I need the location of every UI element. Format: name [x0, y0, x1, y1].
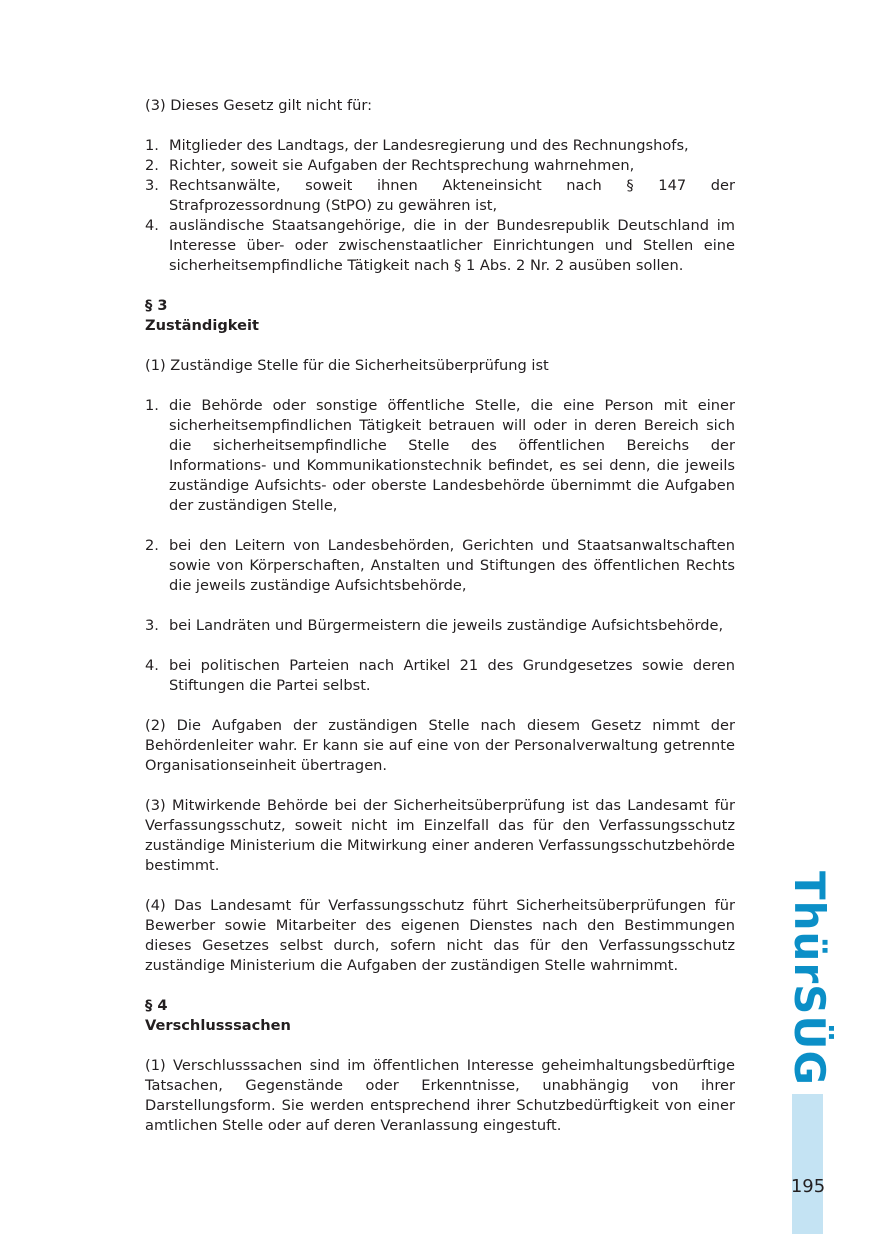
- section-number: § 4: [145, 997, 168, 1014]
- list-number: 3.: [145, 177, 159, 194]
- list-item: [145, 156, 735, 176]
- paragraph: (1) Verschlusssachen sind im öffentlichen Interesse geheimhaltungsbedürftige Tatsachen, Gegenstände oder Erkenntnisse, unabhängig von ihrer Darstellungsform. Sie werden entsprechend ihrer Schutzbedürftigkeit von einer amtlichen Stelle oder auf deren Veranlassung eingestuft.: [145, 1057, 735, 1134]
- side-tab-bar: [792, 1094, 823, 1234]
- list-item: [145, 136, 735, 156]
- list-number: 4.: [145, 657, 159, 674]
- list-text: Rechtsanwälte, soweit ihnen Akteneinsicht nach § 147 der Strafprozessordnung (StPO) zu gewähren ist,: [169, 177, 735, 214]
- list-item: [145, 616, 735, 636]
- section-number: § 3: [145, 297, 168, 314]
- paragraph-intro: (3) Dieses Gesetz gilt nicht für:: [145, 97, 373, 114]
- paragraph: (3) Mitwirkende Behörde bei der Sicherheitsüberprüfung ist das Landesamt für Verfassungsschutz, soweit nicht im Einzelfall das für den Verfassungsschutz zuständige Ministerium die Mitwirkung einer anderen Verfassungsschutzbehörde bestimmt.: [145, 797, 736, 874]
- list-text: ausländische Staatsangehörige, die in der Bundesrepublik Deutschland im Interesse über- oder zwischenstaatlicher Einrichtungen und Stellen eine sicherheitsempfindliche Tätigkeit nach § 1 Abs. 2 Nr. 2 ausüben sollen.: [169, 217, 735, 274]
- list-text: Richter, soweit sie Aufgaben der Rechtsprechung wahrnehmen,: [169, 157, 635, 174]
- list-number: 3.: [145, 617, 159, 634]
- list-item: [145, 216, 735, 276]
- list-number: 1.: [145, 397, 159, 414]
- document-body: [145, 96, 735, 1136]
- list-number: 2.: [145, 537, 159, 554]
- list-number: 2.: [145, 157, 159, 174]
- list-text: bei den Leitern von Landesbehörden, Gerichten und Staatsanwaltschaften sowie von Körperschaften, Anstalten und Stiftungen des öffentlichen Rechts die jeweils zuständige Aufsichtsbehörde,: [169, 537, 735, 594]
- section-title: Verschlusssachen: [145, 1017, 291, 1034]
- paragraph: (2) Die Aufgaben der zuständigen Stelle nach diesem Gesetz nimmt der Behördenleiter wahr. Er kann sie auf eine von der Personalverwaltung getrennte Organisationseinheit übertragen.: [145, 717, 735, 774]
- page-number: 195: [790, 1176, 826, 1197]
- paragraph: (1) Zuständige Stelle für die Sicherheitsüberprüfung ist: [145, 357, 549, 374]
- list-item: [145, 176, 735, 216]
- list-text: die Behörde oder sonstige öffentliche Stelle, die eine Person mit einer sicherheitsempfindlichen Tätigkeit betrauen will oder in deren Bereich sich die sicherheitsempfindliche Stelle des öffentlichen Bereichs der Informations- und Kommunikationstechnik befindet, es sei denn, die jeweils zuständige Aufsichts- oder oberste Landesbehörde übernimmt die Aufgaben der zuständigen Stelle,: [169, 397, 735, 514]
- list-text: Mitglieder des Landtags, der Landesregierung und des Rechnungshofs,: [169, 137, 689, 154]
- paragraph: (4) Das Landesamt für Verfassungsschutz führt Sicherheitsüberprüfungen für Bewerber sowie Mitarbeiter des eigenen Dienstes nach den Bestimmungen dieses Gesetzes selbst durch, sofern nicht das für den Verfassungsschutz zuständige Ministerium die Aufgaben der zuständigen Stelle wahrnimmt.: [145, 897, 735, 974]
- list-number: 1.: [145, 137, 159, 154]
- list-number: 4.: [145, 217, 159, 234]
- list-item: [145, 536, 735, 596]
- section-title: Zuständigkeit: [145, 317, 259, 334]
- side-title-text: ThürSÜG: [784, 870, 834, 1086]
- list-text: bei Landräten und Bürgermeistern die jeweils zuständige Aufsichtsbehörde,: [169, 617, 724, 634]
- side-title: [784, 870, 834, 1086]
- list-text: bei politischen Parteien nach Artikel 21 des Grundgesetzes sowie deren Stiftungen die Partei selbst.: [169, 657, 735, 694]
- list-item: [145, 656, 735, 696]
- list-item: [145, 396, 735, 516]
